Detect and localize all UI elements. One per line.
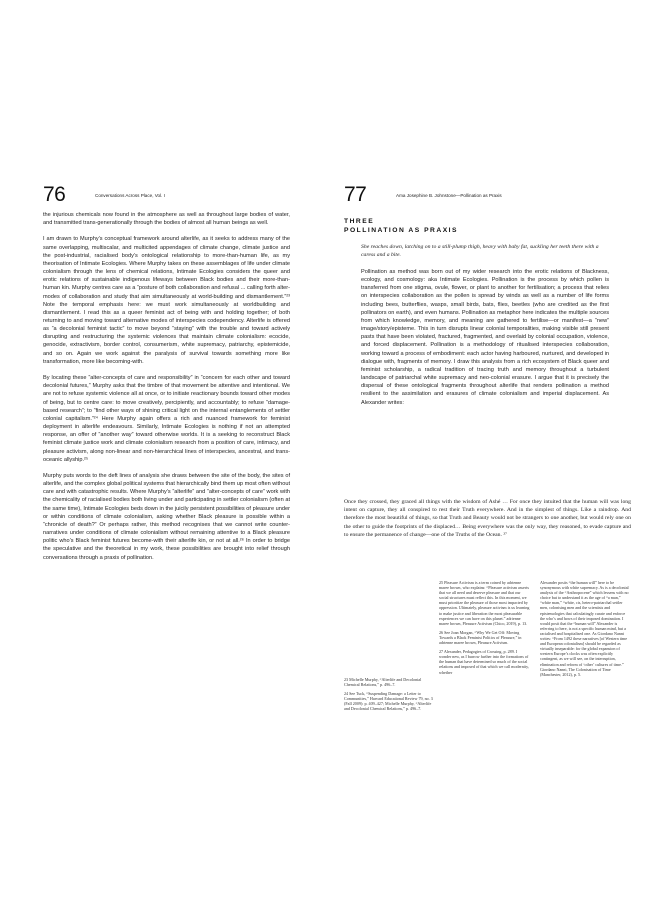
paragraph: By locating these “alter-concepts of care and responsibility” in “concern for each other and toward decolonial futures,” Murphy asks that the timbre of that movement be attentive and intentional. We are not to refuse systemic violence all at once, or to initiate reactionary bounds toward other modes of being, but to centre care: to move creatively, percipiently, and accountably; to refuse “damage-based research”; to “find other ways of shining critical light on the internal entanglements of settler colonial capitalism.”²⁴ Here Murphy again offers a rich and nuanced framework for feminist deployment in alterlife endeavours. Similarly, Intimate Ecologies is nothing if not an attempted response, an offer of “another way” toward otherwise worlds. It is a seeking to reconstruct Black feminist climate justice work and climate colonialism research from a position of care, intimacy, and pleasure activism, along non-linear and non-hierarchical lines of interspecies, ancestral, and trans-oceanic allyship.²⁵ bbox=[43, 375, 290, 463]
page-number: 77 bbox=[344, 183, 367, 206]
footnote-column bbox=[439, 580, 530, 679]
footnote: 26 See Joan Morgan, “Why We Get Off: Moving Towards a Black Feminist Politics of Pleasure,” in adrienne maree brown, Pleasure Activism. bbox=[439, 629, 522, 646]
epigraph: She reaches down, latching on to a still-plump thigh, heavy with baby fat, suckling her teeth there with a caress and a bite. bbox=[361, 244, 599, 258]
right-page bbox=[330, 0, 660, 904]
footnotes bbox=[344, 580, 644, 750]
footnote: Alexander posits “the human will” here to be synonymous with white supremacy. As is a decolonial analysis of the “Anthropocene” which lessens with no choice but to understand it as the age of “a man,” “white man,” “white, cis, hetero-patriarchal settler men, colonising men and the scientists and epistemologies that calculatingly curate and enforce the who’s and hows of their imposed domination. I would posit that the “human will” Alexander is referring to here, is not a specific human mind, but a racialised and hospitalised one. As Giordano Nanni writes: “From 1492 these narratives [of Western time and European colonialism] should be regarded as virtually inseparable: for the global expansion of western Europe’s clocks was often explicitly contingent, as we will see, on the interruption, elimination and reform of ‘other’ cultures of time.” Giordano Nanni, The Colonisation of Time (Manchester, 2012), p. 5. bbox=[540, 580, 629, 677]
chapter-number: THREE bbox=[344, 218, 375, 225]
body-text bbox=[43, 211, 290, 570]
footnote-column bbox=[344, 677, 435, 716]
footnote: 27 Alexander, Pedagogies of Crossing, p. 289. I wonder new, as I burrow further into the formations of the human that have determined so much of the social relations and imposed of that which we call modernity, whether bbox=[439, 649, 529, 675]
page-number: 76 bbox=[43, 183, 66, 206]
body-text bbox=[361, 268, 609, 415]
chapter-heading bbox=[344, 217, 458, 235]
paragraph: Pollination as method was born out of my wider research into the erotic relations of Blackness, ecology, and cosmology: aka Intimate Ecologies. Pollination is the process by which pollen is transferred from one stigma, ovule, flower, or plant to another for fertilisation; a process that relies on interspecies collaboration as the pollen is spread by winds as well as a number of life forms including bees, butterflies, wasps, small birds, bats, flies, beetles (who are credited as the first pollinators on earth), and even humans. Pollination as metaphor here indicates the multiple sources from which knowledge, memory, and meaning are gathered to fertilise—or manifest—a “new” image/story/episteme. This in turn disrupts linear colonial temporalities, making visible still present pasts that have been violated, fractured, fragmented, and overlaid by colonial occupation, violence, and forced displacement. Pollination is a methodology of ritualised interspecies collaboration, working toward a process of embodiment: each actor having harboured, nurtured, and developed in dialogue with, fragments of memory. I draw this analysis from a rich ecosystem of Black queer and feminist scholarship, a radical tradition of tracing truth and memory throughout a turbulent landscape of patriarchal white supremacy and neo-colonial erasure. I argue that it is precisely the dispersal of these ontological fragments throughout alterlife that renders pollination a method resilient to the assimilation and erasures of climate colonialism and imperial displacement. As Alexander writes: bbox=[361, 269, 609, 406]
footnote: 24 See Tuck, “Suspending Damage: a Letter to Communities,” Harvard Educational Review 79, no. 3 (Fall 2009): p. 409–427; Michelle Murphy, “Alterlife and Decolonial Chemical Relations,” p. 496–7. bbox=[344, 691, 433, 712]
paragraph: I am drawn to Murphy’s conceptual framework around alterlife, as it seeks to address many of the same overlapping, multiscalar, and multicited appendages of climate change, climate justice and the post-industrial, racialised body’s ontological relationship to more-than-human life, as my theorisation of Intimate Ecologies. Where Murphy takes on these assemblages of life under climate colonialism through the lens of chemical relations, Intimate Ecologies considers the queer and erotic relations of sustainable indigenous lifeways between Black bodies and their more-than-human kin. Murphy centres care as a “posture of both collaboration and refusal ... calling forth alter-modes of collaboration and study that aim simultaneously at world-building and dismantlement.”²³ Note the temporal emphasis here: we must work simultaneously at worldbuilding and dismantlement. I read this as a queer feminist act of being with and holding together; of both returning to and moving toward alternative modes of interspecies codependency. Alterlife is offered as “a decolonial feminist tactic” to move beyond “staying” with the trouble and toward actively disrupting and restructuring the systemic violences that maintain climate colonialism: ecocide, genocide, extractivism, border control, consumerism, white supremacy, patriarchy, epistemicide, and so on. Again we work against the paralysis of survival towards something more like transformation, more like becoming-with. bbox=[43, 236, 290, 365]
running-head: Ama Josephine B. Johnstone—Pollination as Praxis bbox=[396, 193, 502, 198]
paragraph: the injurious chemicals now found in the atmosphere as well as throughout large bodies of water, and transmitted trans-generationally through the bodies of almost all human beings as well. bbox=[43, 212, 290, 227]
block-quote: Once they crossed, they graced all things with the wisdom of Ashé … For once they intuited that the human will was long intent on capture, they all conspired to rest their Truth everywhere. And in the simplest of things. Like a raindrop. And therefore the most beautiful of things, so that Truth and Beauty would not be strangers to one another, but would rely one on the other to guide the footprints of the displaced… Being everywhere was the only way, they reasoned, to evade capture and to ensure the permanence of change—one of the Truths of the Ocean. ²⁷ bbox=[344, 499, 631, 538]
running-head: Conversations Across Place, Vol. I bbox=[95, 193, 165, 198]
footnote: 25 Pleasure Activism is a term coined by adrienne maree brown, who explains: “Pleasure activism asserts that we all need and deserve pleasure and that our social structures must reflect this. In this moment, we must prioritize the pleasure of those most impacted by oppression. Ultimately, pleasure activism is us learning to make justice and liberation the most pleasurable experiences we can have on this planet.” adrienne maree brown, Pleasure Activism (Chico, 2019), p. 13. bbox=[439, 580, 530, 626]
paragraph: Murphy puts words to the deft lines of analysis she draws between the site of the body, the sites of alterlife, and the complex global political systems that hierarchically bind them up most often without care and with catastrophic results. Where Murphy’s “alterlife” and “alter-concepts of care” work with the chemicality of racialised bodies both living under and participating in settler colonialism (often at the same time), Intimate Ecologies beds down in the juicily persistent possibilities of pleasure under or within conditions of climate colonialism, asking whether Black pleasure is possible within a “chronicle of death?” Or perhaps rather, this method recognises that we cannot write counter-narratives under conditions of climate colonialism without remaining attentive to a Black pleasure politic who’s Black feminist futures become-with their alterlife kin, or not at all.²⁶ In order to bridge the speculative and the theoretical in my work, these possibilities are brought into relief through conversations through a praxis of pollination. bbox=[43, 472, 290, 561]
chapter-title: POLLINATION AS PRAXIS bbox=[344, 227, 458, 234]
footnote: 23 Michelle Murphy, “Alterlife and Decolonial Chemical Relations,” p. 496–7. bbox=[344, 677, 422, 688]
footnote-column bbox=[540, 580, 631, 681]
